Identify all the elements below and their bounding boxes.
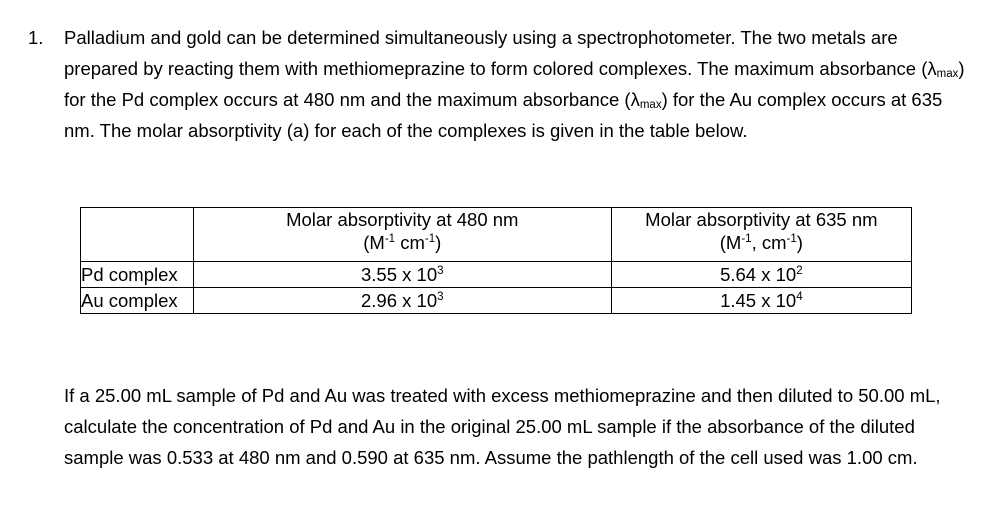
molar-absorptivity-table <box>80 207 912 314</box>
lambda-symbol: λ <box>630 89 640 110</box>
value-pd-635: 5.64 x $10^2$ <box>611 262 911 288</box>
table-row <box>81 262 912 288</box>
lambda-subscript: max <box>936 68 959 80</box>
header-635nm <box>611 208 911 262</box>
row-label-au: Au complex <box>81 288 194 314</box>
intro-text-2: ) for the Pd complex occurs at 480 nm and the maximum absorbance ( <box>64 58 965 110</box>
table-header-row <box>81 208 912 262</box>
value-pd-480: 3.55 x $10^3$ <box>193 262 611 288</box>
header-480nm-title: Molar absorptivity at 480 nm <box>286 209 519 230</box>
header-480nm <box>193 208 611 262</box>
lambda-subscript: max <box>639 99 662 111</box>
row-label-pd: Pd complex <box>81 262 194 288</box>
table-corner-cell <box>81 208 194 262</box>
header-635nm-title: Molar absorptivity at 635 nm <box>645 209 878 230</box>
lambda-symbol: λ <box>927 58 937 79</box>
intro-text-1: Palladium and gold can be determined simultaneously using a spectrophotometer. The two metals are prepared by reacting them with methiomeprazine to form colored complexes. The maximum absorbance ( <box>64 27 928 79</box>
value-au-480: 2.96 x $10^3$ <box>193 288 611 314</box>
question-number: 1. <box>28 27 44 48</box>
table-row <box>81 288 912 314</box>
question-intro <box>64 22 974 146</box>
intro-text-3: ) for the Au complex occurs at 635 nm. The molar absorptivity (a) for each of the complexes is given in the table below. <box>64 89 943 141</box>
header-480nm-unit: ($M^{-1}$ $cm^{-1}$) <box>363 232 442 253</box>
question-prompt: If a 25.00 mL sample of Pd and Au was treated with excess methiomeprazine and then diluted to 50.00 mL, calculate the concentration of Pd and Au in the original 25.00 mL sample if the absorbance of the diluted sample was 0.533 at 480 nm and 0.590 at 635 nm. Assume the pathlength of the cell used was 1.00 cm. <box>64 385 941 468</box>
header-635nm-unit: ($M^{-1}$, $cm^{-1}$) <box>719 232 803 253</box>
value-au-635: 1.45 x $10^4$ <box>611 288 911 314</box>
